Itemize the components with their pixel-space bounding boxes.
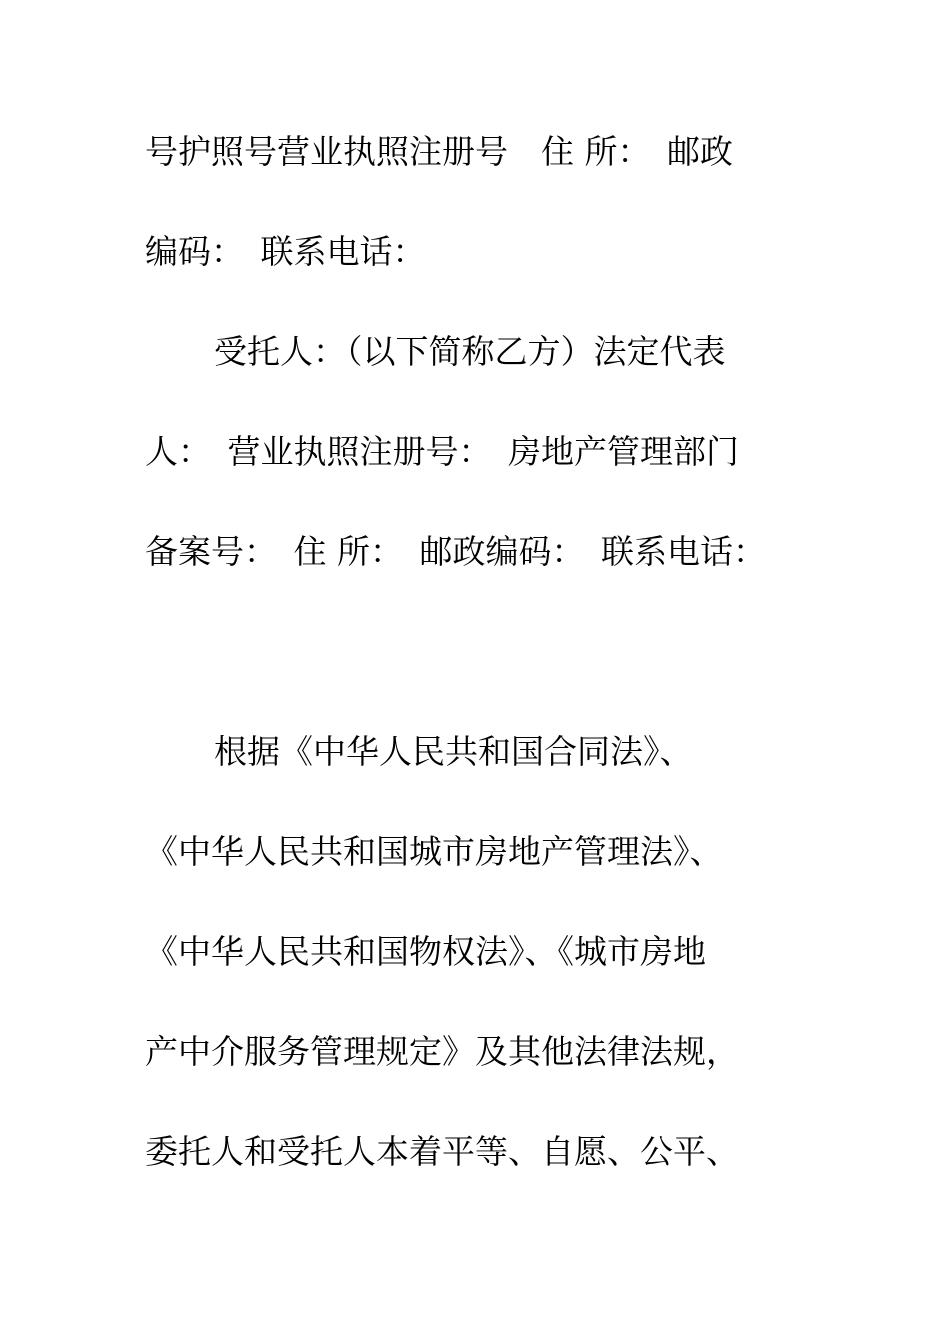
text-line-6: 根据《中华人民共和国合同法》、 (214, 732, 693, 771)
text-line-9: 产中介服务管理规定》及其他法律法规， (145, 1032, 739, 1071)
text-line-5: 备案号： 住 所： 邮政编码： 联系电话： (145, 532, 766, 571)
text-line-2: 编码： 联系电话： (145, 232, 426, 271)
text-line-8: 《中华人民共和国物权法》、《城市房地 (145, 932, 706, 971)
text-line-3: 受托人：（以下简称乙方）法定代表 (214, 332, 726, 371)
text-line-1: 号护照号营业执照注册号 住 所： 邮政 (145, 132, 733, 171)
text-line-4: 人： 营业执照注册号： 房地产管理部门 (145, 432, 739, 471)
text-line-7: 《中华人民共和国城市房地产管理法》、 (145, 832, 723, 871)
text-line-10: 委托人和受托人本着平等、自愿、公平、 (145, 1132, 739, 1171)
